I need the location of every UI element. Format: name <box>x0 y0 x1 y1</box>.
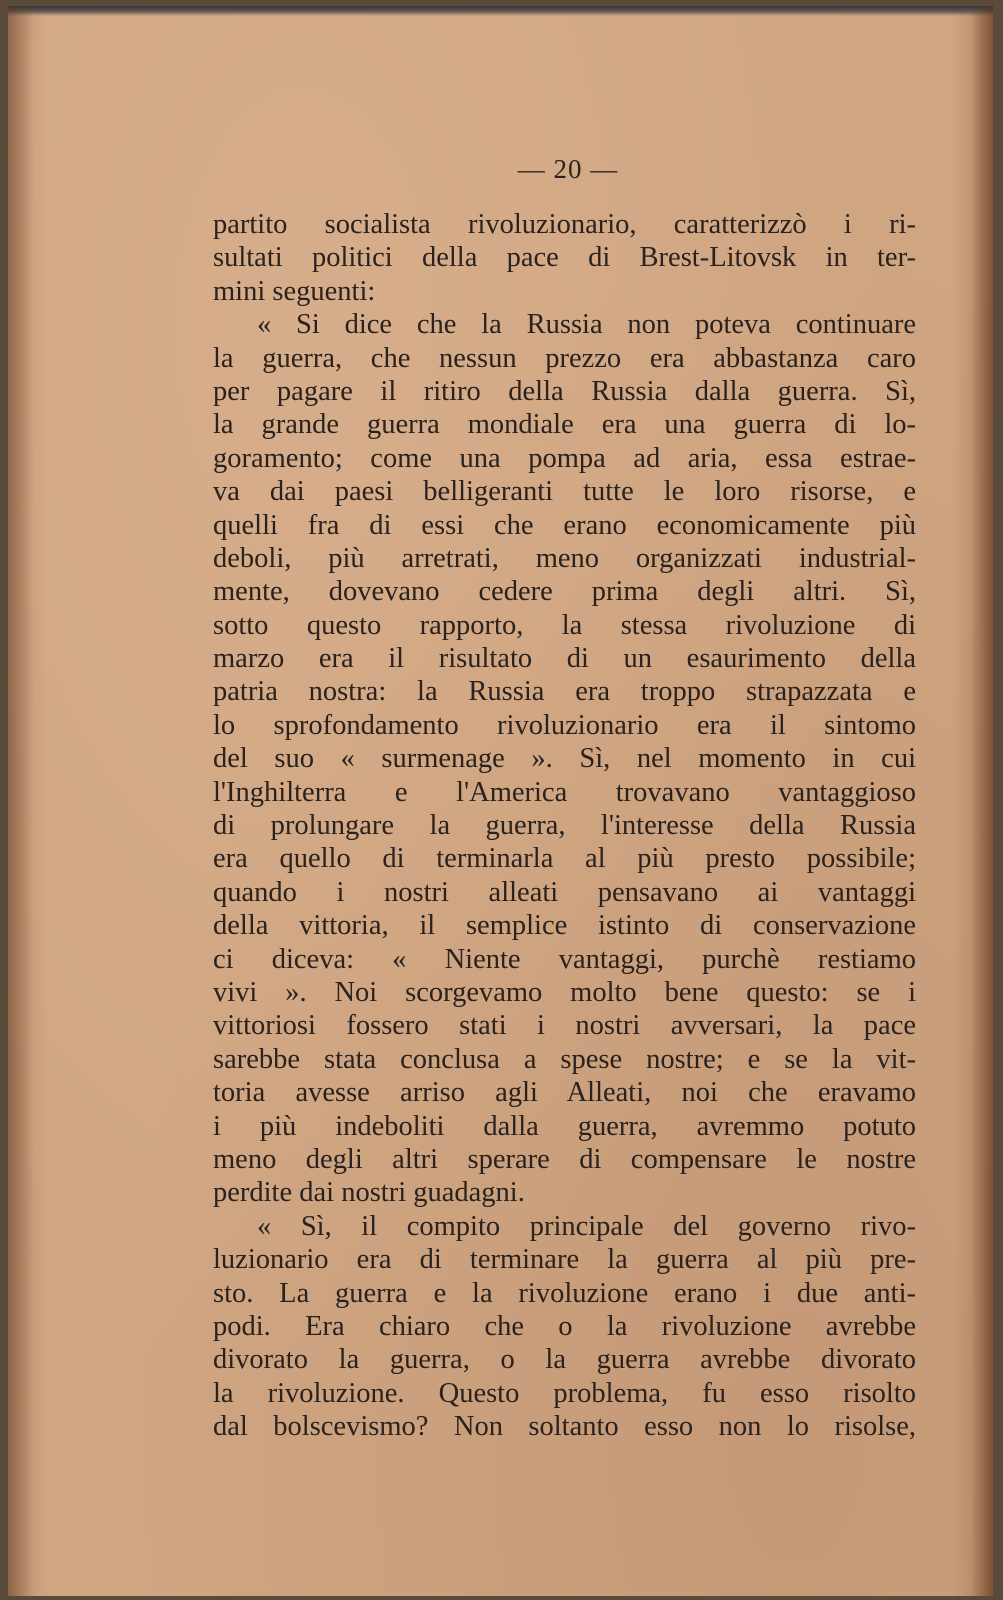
text-line: perdite dai nostri guadagni. <box>213 1177 525 1209</box>
text-line: marzo era il risultato di un esaurimento della <box>213 643 916 675</box>
text-line: podi. Era chiaro che o la rivoluzione avrebbe <box>213 1310 916 1342</box>
text-line: di prolungare la guerra, l'interesse della Russia <box>213 810 916 842</box>
text-line: toria avesse arriso agli Alleati, noi che eravamo <box>213 1077 916 1109</box>
page-number: — 20 — <box>517 154 619 184</box>
text-line: la rivoluzione. Questo problema, fu esso risolto <box>213 1377 916 1409</box>
text-line: deboli, più arretrati, meno organizzati industrial- <box>213 542 916 574</box>
text-line: luzionario era di terminare la guerra al più pre- <box>213 1244 916 1276</box>
text-line: la grande guerra mondiale era una guerra di lo- <box>213 409 916 441</box>
page-left-edge <box>8 6 34 1596</box>
text-line: lo sprofondamento rivoluzionario era il sintomo <box>213 709 916 741</box>
text-line: goramento; come una pompa ad aria, essa estrae- <box>213 442 916 474</box>
text-line: va dai paesi belligeranti tutte le loro risorse, e <box>213 476 916 508</box>
text-line: mente, dovevano cedere prima degli altri. Sì, <box>213 576 916 608</box>
text-line: della vittoria, il semplice istinto di conservazione <box>213 910 916 942</box>
text-line: divorato la guerra, o la guerra avrebbe divorato <box>213 1344 916 1376</box>
text-line: « Sì, il compito principale del governo rivo- <box>257 1210 916 1242</box>
text-line: era quello di terminarla al più presto possibile; <box>213 843 916 875</box>
text-line: ci diceva: « Niente vantaggi, purchè restiamo <box>213 943 916 975</box>
text-line: sotto questo rapporto, la stessa rivoluzione di <box>213 609 916 641</box>
text-line: sto. La guerra e la rivoluzione erano i due anti- <box>213 1277 916 1309</box>
text-line: partito socialista rivoluzionario, caratterizzò i ri- <box>213 209 916 240</box>
text-line: dal bolscevismo? Non soltanto esso non lo risolse, <box>213 1411 916 1443</box>
text-line: sultati politici della pace di Brest-Litovsk in ter- <box>213 242 916 274</box>
page-right-edge <box>971 6 993 1596</box>
text-line: vittoriosi fossero stati i nostri avversari, la pace <box>213 1010 916 1042</box>
page-top-edge <box>8 6 993 16</box>
text-line: del suo « surmenage ». Sì, nel momento in cui <box>213 743 916 775</box>
book-page <box>8 6 993 1596</box>
text-line: mini seguenti: <box>213 275 376 307</box>
text-line: i più indeboliti dalla guerra, avremmo potuto <box>213 1110 916 1142</box>
text-line: quelli fra di essi che erano economicamente più <box>213 509 916 541</box>
text-line: sarebbe stata conclusa a spese nostre; e se la vit- <box>213 1043 916 1075</box>
text-line: l'Inghilterra e l'America trovavano vantaggioso <box>213 776 916 808</box>
text-line: per pagare il ritiro della Russia dalla guerra. Sì, <box>213 375 916 407</box>
text-line: vivi ». Noi scorgevamo molto bene questo: se i <box>213 976 916 1008</box>
text-line: meno degli altri sperare di compensare le nostre <box>213 1143 916 1175</box>
text-line: « Si dice che la Russia non poteva continuare <box>257 309 916 341</box>
text-line: quando i nostri alleati pensavano ai vantaggi <box>213 876 916 908</box>
body-text <box>213 208 916 1443</box>
text-line: patria nostra: la Russia era troppo strapazzata e <box>213 676 916 708</box>
text-line: la guerra, che nessun prezzo era abbastanza caro <box>213 342 916 374</box>
